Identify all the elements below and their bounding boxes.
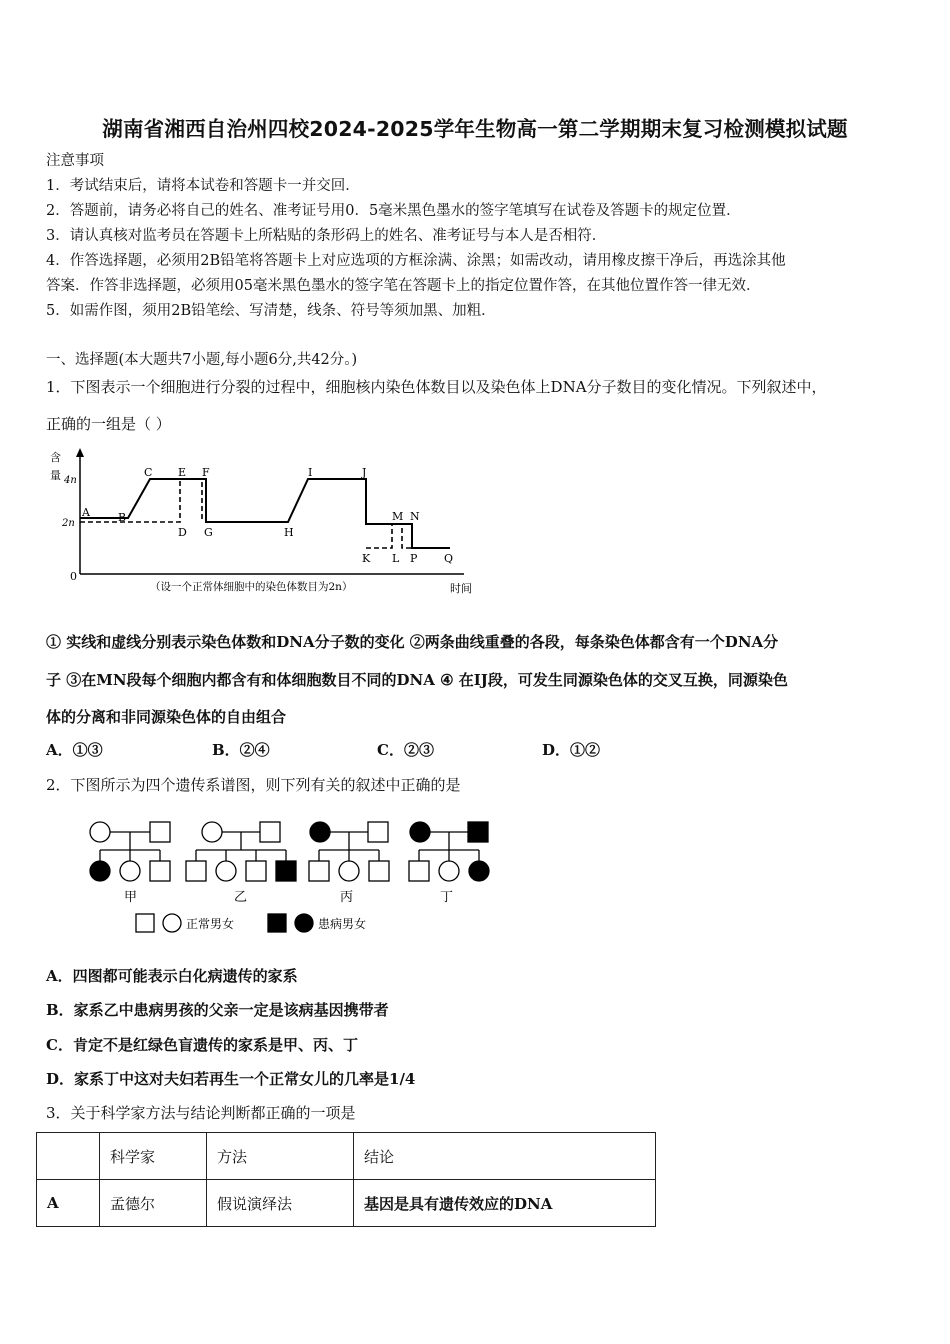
graph-ylabel-1: 含 xyxy=(50,451,61,464)
graph-dashed-line-2 xyxy=(366,524,450,548)
q1-stem-line1: 1．下图表示一个细胞进行分裂的过程中，细胞核内染色体数目以及染色体上DNA分子数目的变化情况。下列叙述中， xyxy=(46,378,827,396)
q1-statements-line2: 子 ③在MN段每个细胞内都含有和体细胞数目不同的DNA ④ 在IJ段，可发生同源染色体的交叉互换，同源染色 xyxy=(46,671,788,689)
q2-option-d[interactable]: D．家系丁中这对夫妇若再生一个正常女儿的几率是1/4 xyxy=(46,1070,416,1088)
table-cell: 基因是具有遗传效应的DNA xyxy=(354,1180,656,1227)
q2-option-a[interactable]: A．四图都可能表示白化病遗传的家系 xyxy=(46,967,298,985)
pedigree-family-jia xyxy=(90,822,170,881)
graph-tick-2n: 2n xyxy=(62,518,75,529)
graph-point-label: M xyxy=(392,510,404,523)
graph-point-label: Q xyxy=(444,552,454,565)
legend-normal-male xyxy=(136,914,154,932)
q2-stem: 2．下图所示为四个遗传系谱图，则下列有关的叙述中正确的是 xyxy=(46,776,461,794)
graph-tick-4n: 4n xyxy=(64,475,77,486)
graph-point-label: H xyxy=(284,526,294,539)
graph-point-label: L xyxy=(392,552,400,565)
graph-point-label: D xyxy=(178,526,187,539)
table-cell: 孟德尔 xyxy=(100,1180,207,1227)
notice-item: 1．考试结束后，请将本试卷和答题卡一并交回． xyxy=(46,178,360,194)
section-heading: 一、选择题(本大题共7小题,每小题6分,共42分。) xyxy=(46,352,358,368)
notice-item: 5．如需作图，须用2B铅笔绘、写清楚，线条、符号等须加黑、加粗． xyxy=(46,303,496,319)
table-header-cell: 结论 xyxy=(354,1133,656,1180)
graph-point-label: J xyxy=(362,466,367,479)
table-cell: 假说演绎法 xyxy=(207,1180,354,1227)
legend-affected-label: 患病男女 xyxy=(318,917,367,931)
family-label: 乙 xyxy=(234,890,248,905)
graph-point-label: C xyxy=(144,466,153,479)
graph-origin: 0 xyxy=(70,570,77,583)
graph-point-label: A xyxy=(82,506,90,519)
graph-point-label: F xyxy=(202,466,210,479)
legend-affected-female xyxy=(295,914,313,932)
notice-heading: 注意事项 xyxy=(46,153,104,169)
pedigree-family-ding xyxy=(409,822,489,881)
q1-option-d[interactable]: D．①② xyxy=(542,741,601,759)
q1-stem-line2: 正确的一组是（ ） xyxy=(46,415,171,433)
chromosome-dna-graph xyxy=(44,446,494,602)
q3-table xyxy=(36,1132,656,1227)
pedigree-figure xyxy=(78,814,510,940)
q1-statements-line3: 体的分离和非同源染色体的自由组合 xyxy=(46,708,287,726)
legend-normal-female xyxy=(163,914,181,932)
q1-option-c[interactable]: C．②③ xyxy=(377,741,434,759)
graph-y-arrow xyxy=(76,448,84,457)
q2-option-c[interactable]: C．肯定不是红绿色盲遗传的家系是甲、丙、丁 xyxy=(46,1036,358,1054)
graph-xlabel: 时间 xyxy=(450,582,472,595)
graph-point-label: E xyxy=(178,466,187,479)
family-label: 甲 xyxy=(124,890,138,905)
table-cell-option: A xyxy=(37,1180,100,1227)
graph-dashed-line-1 xyxy=(80,479,202,522)
graph-point-label: N xyxy=(410,510,420,523)
notice-item: 3．请认真核对监考员在答题卡上所粘贴的条形码上的姓名、准考证号与本人是否相符． xyxy=(46,228,607,244)
table-header-cell xyxy=(37,1133,100,1180)
table-header-cell: 方法 xyxy=(207,1133,354,1180)
legend-affected-male xyxy=(268,914,286,932)
graph-caption: （设一个正常体细胞中的染色体数目为2n） xyxy=(150,581,353,593)
graph-ylabel-2: 量 xyxy=(50,469,61,482)
q1-statements-line1: ① 实线和虚线分别表示染色体数和DNA分子数的变化 ②两条曲线重叠的各段，每条染色体都含有一个DNA分 xyxy=(46,633,779,651)
notice-item: 答案．作答非选择题，必须用05毫米黑色墨水的签字笔在答题卡上的指定位置作答，在其他位置作答一律无效． xyxy=(46,278,761,294)
graph-point-label: I xyxy=(308,466,313,479)
notice-item: 2．答题前，请务必将自己的姓名、准考证号用0．5毫米黑色墨水的签字笔填写在试卷及答题卡的规定位置． xyxy=(46,203,741,219)
graph-point-label: G xyxy=(204,526,213,539)
family-label: 丁 xyxy=(440,890,454,905)
notice-item: 4．作答选择题，必须用2B铅笔将答题卡上对应选项的方框涂满、涂黑；如需改动，请用橡皮擦干净后，再选涂其他 xyxy=(46,253,786,269)
q3-stem: 3．关于科学家方法与结论判断都正确的一项是 xyxy=(46,1104,356,1122)
graph-point-label: P xyxy=(410,552,418,565)
legend-normal-label: 正常男女 xyxy=(186,917,235,931)
family-label: 丙 xyxy=(340,890,354,905)
q2-option-b[interactable]: B．家系乙中患病男孩的父亲一定是该病基因携带者 xyxy=(46,1001,389,1019)
q1-option-b[interactable]: B．②④ xyxy=(212,741,270,759)
table-header-row xyxy=(37,1133,656,1180)
graph-point-label: B xyxy=(118,511,127,524)
page-title: 湖南省湘西自治州四校2024-2025学年生物高一第二学期期末复习检测模拟试题 xyxy=(102,117,848,141)
pedigree-family-bing xyxy=(309,822,389,881)
pedigree-family-yi xyxy=(186,822,296,881)
table-header-cell: 科学家 xyxy=(100,1133,207,1180)
table-row[interactable] xyxy=(37,1180,656,1227)
q1-option-a[interactable]: A．①③ xyxy=(46,741,103,759)
graph-point-label: K xyxy=(362,552,371,565)
